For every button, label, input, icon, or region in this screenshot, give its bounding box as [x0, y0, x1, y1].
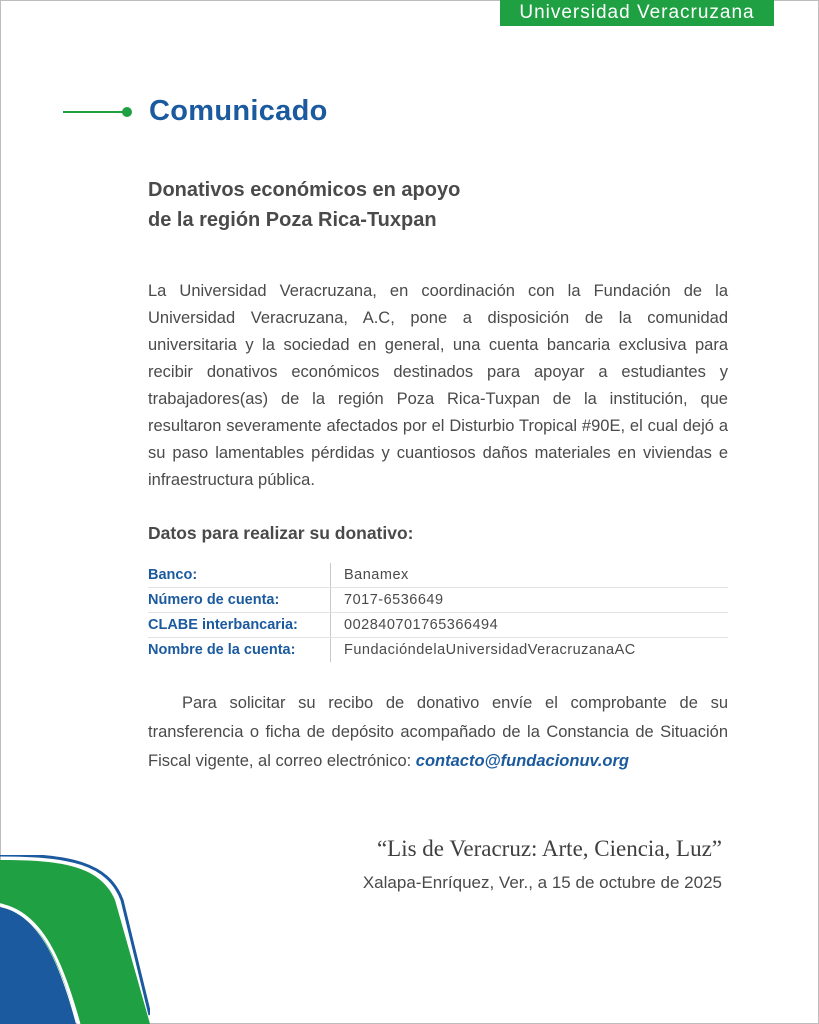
row-label: CLABE interbancaria: — [148, 613, 331, 638]
donation-heading: Datos para realizar su donativo: — [148, 523, 414, 543]
title-accent-line — [63, 111, 125, 113]
place-date: Xalapa-Enríquez, Ver., a 15 de octubre de 2025 — [362, 873, 722, 892]
row-value: Banamex — [331, 563, 729, 588]
body-paragraph: La Universidad Veracruzana, en coordinación con la Fundación de la Universidad Veracruzana, A.C, pone a disposición de la comunidad universitaria y la sociedad en general, una cuenta bancaria exclusiva para recibir donativos económicos destinados para apoyar a estudiantes y trabajadores(as) de la región Poza Rica-Tuxpan de la institución, que resultaron severamente afectados por el Disturbio Tropical #90E, el cual dejó a su paso lamentables pérdidas y cuantiosos daños materiales en viviendas e infraestructura pública. — [148, 282, 728, 489]
decorative-swoosh — [0, 855, 150, 1024]
row-value: 7017-6536649 — [331, 588, 729, 613]
donation-table — [148, 563, 728, 662]
row-value: FundacióndelaUniversidadVeracruzanaAC — [344, 642, 636, 658]
row-label: Nombre de la cuenta: — [148, 638, 331, 663]
table-row — [148, 638, 728, 663]
subtitle — [148, 175, 708, 235]
row-label: Número de cuenta: — [148, 588, 331, 613]
institution-tag: Universidad Veracruzana — [500, 0, 774, 26]
subtitle-line-2: de la región Poza Rica-Tuxpan — [148, 209, 437, 231]
motto: “Lis de Veracruz: Arte, Ciencia, Luz” — [376, 836, 722, 861]
row-value: 002840701765366494 — [331, 613, 729, 638]
contact-email-link[interactable]: contacto@fundacionuv.org — [415, 752, 629, 770]
page-title: Comunicado — [149, 95, 328, 127]
receipt-paragraph — [148, 689, 728, 776]
receipt-text: Para solicitar su recibo de donativo envíe el comprobante de su transferencia o ficha de depósito acompañado de la Constancia de Situación Fiscal vigente, al correo electrónico: — [148, 694, 728, 770]
table-row — [148, 563, 728, 588]
title-accent-dot — [122, 107, 132, 117]
subtitle-line-1: Donativos económicos en apoyo — [148, 179, 461, 201]
table-row — [148, 613, 728, 638]
row-label: Banco: — [148, 563, 331, 588]
table-row — [148, 588, 728, 613]
